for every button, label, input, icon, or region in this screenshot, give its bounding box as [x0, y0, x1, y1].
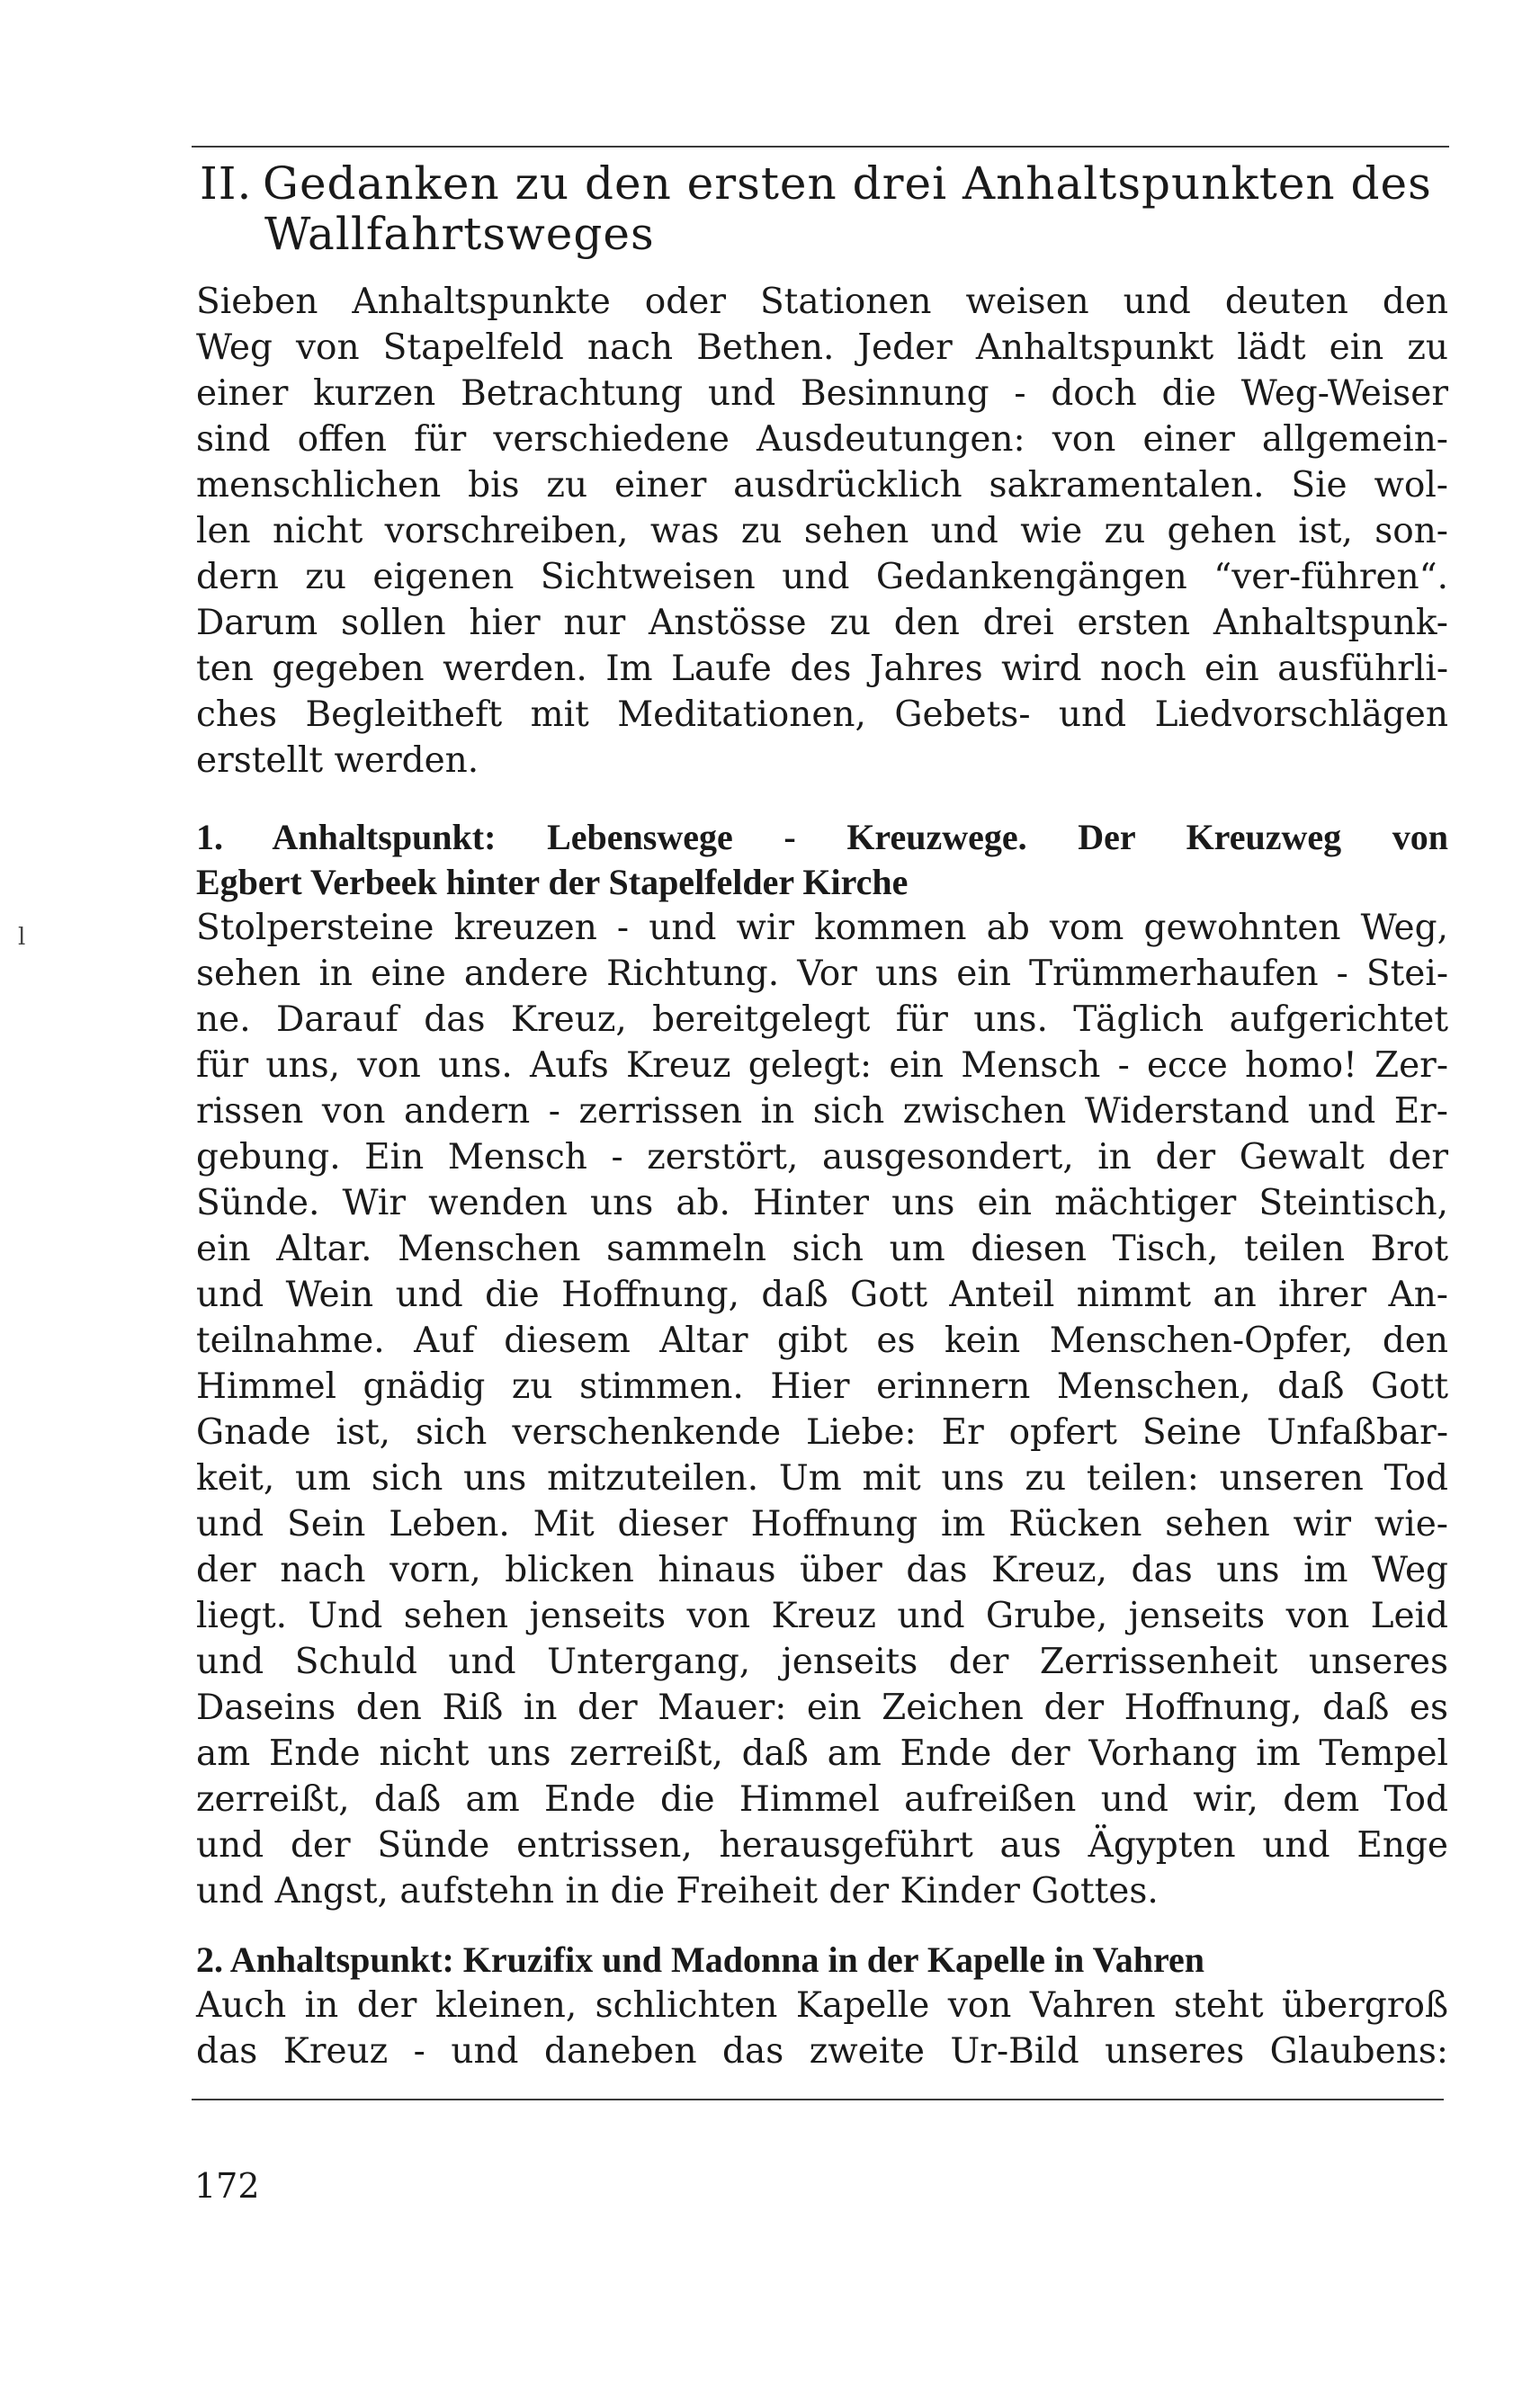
- text-line: das Kreuz - und daneben das zweite Ur-Bild unseres Glaubens:: [196, 2031, 1448, 2072]
- text-line: sehen in eine andere Richtung. Vor uns ein Trümmerhaufen - Stei-: [196, 954, 1448, 994]
- text-line: einer kurzen Betrachtung und Besinnung - doch die Weg-Weiser: [196, 373, 1448, 414]
- text-line: Darum sollen hier nur Anstösse zu den drei ersten Anhaltspunk-: [196, 603, 1448, 643]
- text-line: Auch in der kleinen, schlichten Kapelle von Vahren steht übergroß: [196, 1985, 1448, 2026]
- text-line: ne. Darauf das Kreuz, bereitgelegt für uns. Täglich aufgerichtet: [196, 999, 1448, 1040]
- text-line: ten gegeben werden. Im Laufe des Jahres wird noch ein ausführli-: [196, 649, 1448, 689]
- text-line: rissen von andern - zerrissen in sich zwischen Widerstand und Er-: [196, 1091, 1448, 1132]
- text-line: und der Sünde entrissen, herausgeführt aus Ägypten und Enge: [196, 1825, 1448, 1866]
- chapter-number: II.: [200, 157, 253, 210]
- text-line: ches Begleitheft mit Meditationen, Gebets- und Liedvorschlägen: [196, 694, 1448, 735]
- section-1-heading: [196, 815, 1448, 905]
- text-line: Weg von Stapelfeld nach Bethen. Jeder Anhaltspunkt lädt ein zu: [196, 327, 1448, 368]
- text-line: Stolpersteine kreuzen - und wir kommen ab vom gewohnten Weg,: [196, 908, 1448, 948]
- margin-mark: l: [18, 924, 26, 951]
- text-line: Gnade ist, sich verschenkende Liebe: Er opfert Seine Unfaßbar-: [196, 1412, 1448, 1453]
- section-1-body: [196, 905, 1448, 1914]
- text-line: erstellt werden.: [196, 740, 479, 781]
- text-line: keit, um sich uns mitzuteilen. Um mit uns zu teilen: unseren Tod: [196, 1458, 1448, 1499]
- section-2-body: [196, 1983, 1448, 2074]
- text-line: und Wein und die Hoffnung, daß Gott Anteil nimmt an ihrer An-: [196, 1275, 1448, 1315]
- text-line: liegt. Und sehen jenseits von Kreuz und Grube, jenseits von Leid: [196, 1596, 1448, 1636]
- intro-paragraph: [196, 279, 1448, 784]
- text-line: teilnahme. Auf diesem Altar gibt es kein Menschen-Opfer, den: [196, 1321, 1448, 1361]
- top-rule: [192, 146, 1449, 148]
- text-line: Sünde. Wir wenden uns ab. Hinter uns ein mächtiger Steintisch,: [196, 1183, 1448, 1223]
- text-line: für uns, von uns. Aufs Kreuz gelegt: ein Mensch - ecce homo! Zer-: [196, 1045, 1448, 1086]
- chapter-title-line-1: Gedanken zu den ersten drei Anhaltspunkten des: [263, 157, 1432, 210]
- section-2-heading: 2. Anhaltspunkt: Kruzifix und Madonna in der Kapelle in Vahren: [196, 1939, 1205, 1980]
- text-line: und Schuld und Untergang, jenseits der Zerrissenheit unseres: [196, 1642, 1448, 1682]
- text-line: Sieben Anhaltspunkte oder Stationen weisen und deuten den: [196, 282, 1448, 322]
- chapter-title-line-2: Wallfahrtsweges: [264, 208, 655, 260]
- section-2: [196, 1938, 1448, 2074]
- chapter-heading: [200, 158, 1452, 259]
- text-line: und Angst, aufstehn in die Freiheit der Kinder Gottes.: [196, 1871, 1159, 1912]
- text-line: am Ende nicht uns zerreißt, daß am Ende der Vorhang im Tempel: [196, 1733, 1448, 1774]
- heading-line: 1. Anhaltspunkt: Lebenswege - Kreuzwege. Der Kreuzweg von: [196, 817, 1448, 857]
- text-line: len nicht vorschreiben, was zu sehen und wie zu gehen ist, son-: [196, 511, 1448, 551]
- text-line: Himmel gnädig zu stimmen. Hier erinnern Menschen, daß Gott: [196, 1366, 1448, 1407]
- text-line: Daseins den Riß in der Mauer: ein Zeichen der Hoffnung, daß es: [196, 1688, 1448, 1728]
- bottom-rule: [192, 2099, 1444, 2100]
- text-line: sind offen für verschiedene Ausdeutungen: von einer allgemein-: [196, 419, 1448, 460]
- text-line: ein Altar. Menschen sammeln sich um diesen Tisch, teilen Brot: [196, 1229, 1448, 1269]
- text-line: dern zu eigenen Sichtweisen und Gedankengängen “ver-führen“.: [196, 557, 1448, 597]
- text-line: gebung. Ein Mensch - zerstört, ausgesondert, in der Gewalt der: [196, 1137, 1448, 1178]
- text-line: zerreißt, daß am Ende die Himmel aufreißen und wir, dem Tod: [196, 1779, 1448, 1820]
- text-line: der nach vorn, blicken hinaus über das Kreuz, das uns im Weg: [196, 1550, 1448, 1590]
- text-line: menschlichen bis zu einer ausdrücklich sakramentalen. Sie wol-: [196, 465, 1448, 506]
- text-line: und Sein Leben. Mit dieser Hoffnung im Rücken sehen wir wie-: [196, 1504, 1448, 1545]
- page-number: 172: [194, 2166, 260, 2206]
- section-1: [196, 815, 1448, 1914]
- heading-line: Egbert Verbeek hinter der Stapelfelder Kirche: [196, 862, 909, 902]
